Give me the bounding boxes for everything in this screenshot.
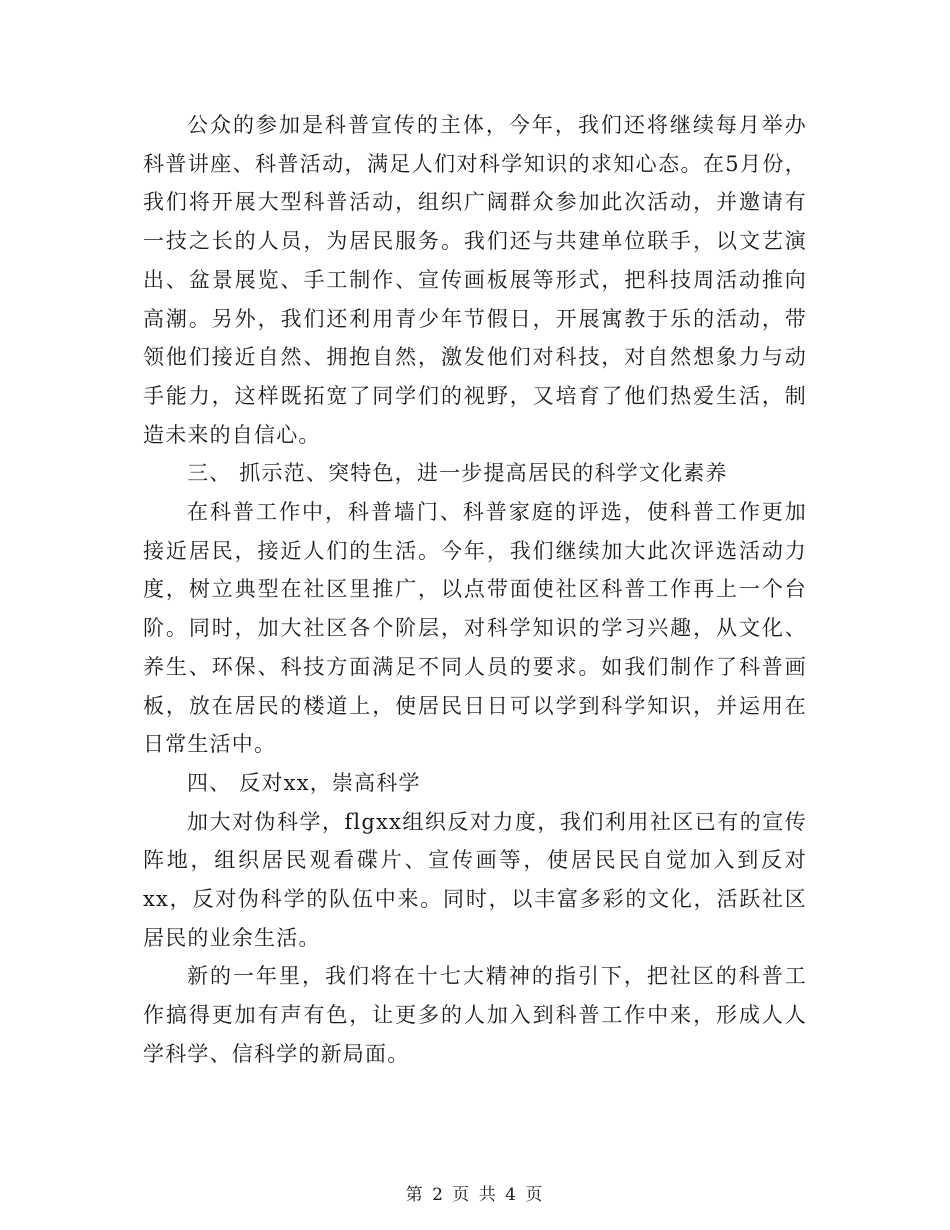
paragraph-science-households: 在科普工作中，科普墙门、科普家庭的评选，使科普工作更加接近居民，接近人们的生活。今年，我们继续加大此次评选活动力度，树立典型在社区里推广，以点带面使社区科普工作再上一个台阶。同时，加大社区各个阶层，对科学知识的学习兴趣，从文化、养生、环保、科技方面满足不同人员的要求。如我们制作了科普画板，放在居民的楼道上，使居民日日可以学到科学知识，并运用在日常生活中。 bbox=[143, 500, 807, 757]
page-number-footer: 第 2 页 共 4 页 bbox=[405, 1185, 545, 1205]
section-heading-3: 三、 抓示范、突特色，进一步提高居民的科学文化素养 bbox=[187, 461, 728, 486]
section-heading-4: 四、 反对xx，崇高科学 bbox=[187, 770, 421, 795]
paragraph-public-participation: 公众的参加是科普宣传的主体，今年，我们还将继续每月举办科普讲座、科普活动，满足人们对科学知识的求知心态。在5月份，我们将开展大型科普活动，组织广阔群众参加此次活动，并邀请有一技之长的人员，为居民服务。我们还与共建单位联手，以文艺演出、盆景展览、手工制作、宣传画板展等形式，把科技周活动推向高潮。另外，我们还利用青少年节假日，开展寓教于乐的活动，带领他们接近自然、拥抱自然，激发他们对科技，对自然想象力与动手能力，这样既拓宽了同学们的视野，又培育了他们热爱生活，制造未来的自信心。 bbox=[143, 113, 807, 447]
paragraph-oppose-pseudoscience: 加大对伪科学，flgxx组织反对力度，我们利用社区已有的宣传阵地，组织居民观看碟片、宣传画等，使居民民自觉加入到反对xx，反对伪科学的队伍中来。同时，以丰富多彩的文化，活跃社区居民的业余生活。 bbox=[143, 809, 807, 950]
paragraph-new-year: 新的一年里，我们将在十七大精神的指引下，把社区的科普工作搞得更加有声有色，让更多的人加入到科普工作中来，形成人人学科学、信科学的新局面。 bbox=[143, 964, 807, 1066]
document-body bbox=[143, 106, 807, 1074]
